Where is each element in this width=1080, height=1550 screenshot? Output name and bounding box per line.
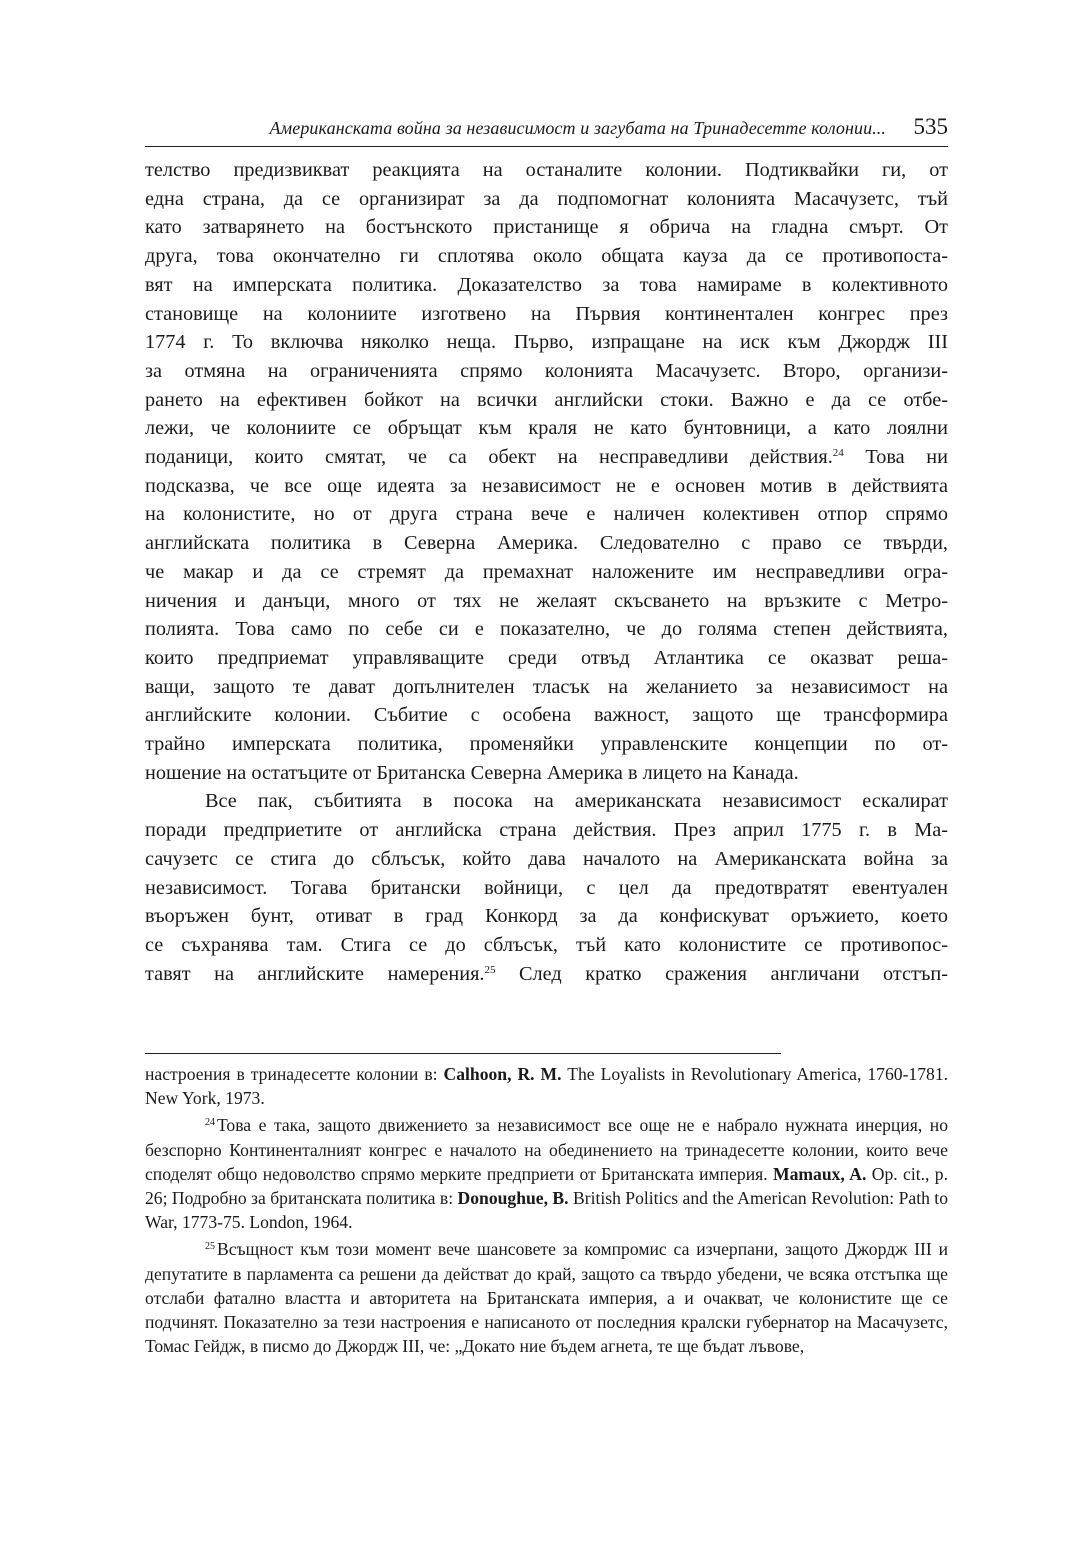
text-line: трайно имперската политика, променяйки управленските концепции по от- xyxy=(145,733,948,756)
text-line: че макар и да се стремят да премахнат наложените им несправедливи огра- xyxy=(145,560,948,583)
text-line: една страна, да се организират за да подпомогнат колонията Масачузетс, тъй xyxy=(145,187,948,210)
text-line: телство предизвикват реакцията на останалите колонии. Подтиквайки ги, от xyxy=(145,159,948,181)
footnote-25 xyxy=(145,1237,948,1358)
footnote-author: Calhoon, R. M. xyxy=(443,1064,562,1084)
text-line: въоръжен бунт, отиват в град Конкорд за да конфискуват оръжието, което xyxy=(145,905,948,928)
running-title: Американската война за независимост и загубата на Тринадесетте колонии... xyxy=(269,118,886,138)
footnote-text: British Politics and the American Revolution: Path to War, 1773-75. London, 1964. xyxy=(145,1188,948,1233)
text-fragment: Това ни xyxy=(843,446,948,469)
text-line: се съхранява там. Стига се до сблъсък, тъй като колонистите се противопос- xyxy=(145,933,948,956)
footnote-number: 25 xyxy=(205,1241,215,1253)
text-line: друга, това окончателно ги сплотява около общата кауза да се противопоста- xyxy=(145,245,948,268)
footnotes xyxy=(145,1062,948,1361)
text-line: вят на имперската политика. Доказателство за това намираме в колективното xyxy=(145,273,948,296)
text-line: Все пак, събитията в посока на американската независимост ескалират xyxy=(205,790,948,813)
text-line: за отмяна на ограниченията спрямо колонията Масачузетс. Второ, организи- xyxy=(145,359,948,382)
text-line: които предприемат управляващите среди отвъд Атлантика се оказват реша- xyxy=(145,646,948,669)
text-line: становище на колониите изготвено на Първия континентален конгрес през xyxy=(145,302,948,325)
text-line: английската политика в Северна Америка. Следователно с право се твърди, xyxy=(145,532,948,555)
text-line: сачузетс се стига до сблъсък, който дава началото на Американската война за xyxy=(145,847,948,870)
text-fragment: След кратко сражения англичани отстъп- xyxy=(495,962,949,985)
footnote-text: настроения в тринадесетте колонии в: xyxy=(145,1064,444,1084)
text-line: 1774 г. То включва няколко неща. Първо, изпращане на иск към Джордж III xyxy=(145,331,948,354)
text-line: полията. Това само по себе си е показателно, че до голяма степен действията, xyxy=(145,618,948,641)
footnote-24 xyxy=(145,1113,948,1234)
text-line: рането на ефективен бойкот на всички английски стоки. Важно е да се отбе- xyxy=(145,388,948,411)
text-line: на колонистите, но от друга страна вече е наличен колективен отпор спрямо xyxy=(145,503,948,526)
text-line: лежи, че колониите се обръщат към краля не като бунтовници, а като лоялни xyxy=(145,417,948,440)
text-line: подсказва, че все още идеята за независимост не е основен мотив в действията xyxy=(145,474,948,497)
footnote-separator xyxy=(145,1053,781,1054)
text-line: като затварянето на бостънското пристанище я обрича на гладна смърт. От xyxy=(145,216,948,239)
footnote-ref-24[interactable]: 24 xyxy=(832,447,844,460)
text-line-with-note xyxy=(145,443,948,472)
main-text xyxy=(145,156,948,988)
text-line: ношение на остатъците от Британска Северна Америка в лицето на Канада. xyxy=(145,761,799,784)
footnote-ref-25[interactable]: 25 xyxy=(484,963,496,976)
paragraph-2 xyxy=(145,787,948,988)
footnote-text: Това е така, защото движението за независимост все още не е набрало нужната инерция, но безспорно Континенталният конгрес е началото на обединението на тринадесетте колонии, които вече споделят общо недоволство спрямо мерките предприети от Британската империя. xyxy=(145,1115,948,1184)
text-line: независимост. Тогава британски войници, с цел да предотвратят евентуален xyxy=(145,876,948,899)
page-number: 535 xyxy=(913,114,948,139)
text-fragment: тавят на английските намерения. xyxy=(145,962,485,985)
text-line: ничения и данъци, много от тях не желаят скъсването на връзките с Метро- xyxy=(145,589,948,612)
footnote-text: Всъщност към този момент вече шансовете за компромис са изчерпани, защото Джордж III и депутатите в парламента са решени да действат до край, защото са твърдо убедени, че всяка отстъпка ще отслаби фатално властта и авторитета на Британската империя, а и очакват, че колонистите ще се подчинят. Показателно за тези настроения е написаното от последния кралски губернатор на Масачузетс, Томас Гейдж, в писмо до Джордж III, че: „Докато ние бъдем агнета, те ще бъдат лъвове, xyxy=(145,1239,948,1357)
footnote-author: Mamaux, A. xyxy=(773,1163,867,1184)
footnote-text: Op. cit., p. 26; Подробно за британската политика в: xyxy=(145,1163,948,1209)
footnote-number: 24 xyxy=(205,1117,215,1129)
text-fragment: поданици, които смятат, че са обект на несправедливи действия. xyxy=(145,446,833,469)
footnote-text: The Loyalists in Revolutionary America, 1760-1781. New York, 1973. xyxy=(145,1064,949,1109)
text-line-with-note xyxy=(145,960,948,989)
text-line: английските колонии. Събитие с особена важност, защото ще трансформира xyxy=(145,704,948,727)
text-line: ващи, защото те дават допълнителен тласък на желанието за независимост на xyxy=(145,675,948,698)
footnote-continuation xyxy=(145,1062,948,1110)
running-header xyxy=(145,112,948,147)
paragraph-1 xyxy=(145,156,948,787)
text-line: поради предприетите от английска страна действия. През април 1775 г. в Ма- xyxy=(145,819,948,842)
footnote-author: Donoughue, B. xyxy=(457,1188,569,1209)
